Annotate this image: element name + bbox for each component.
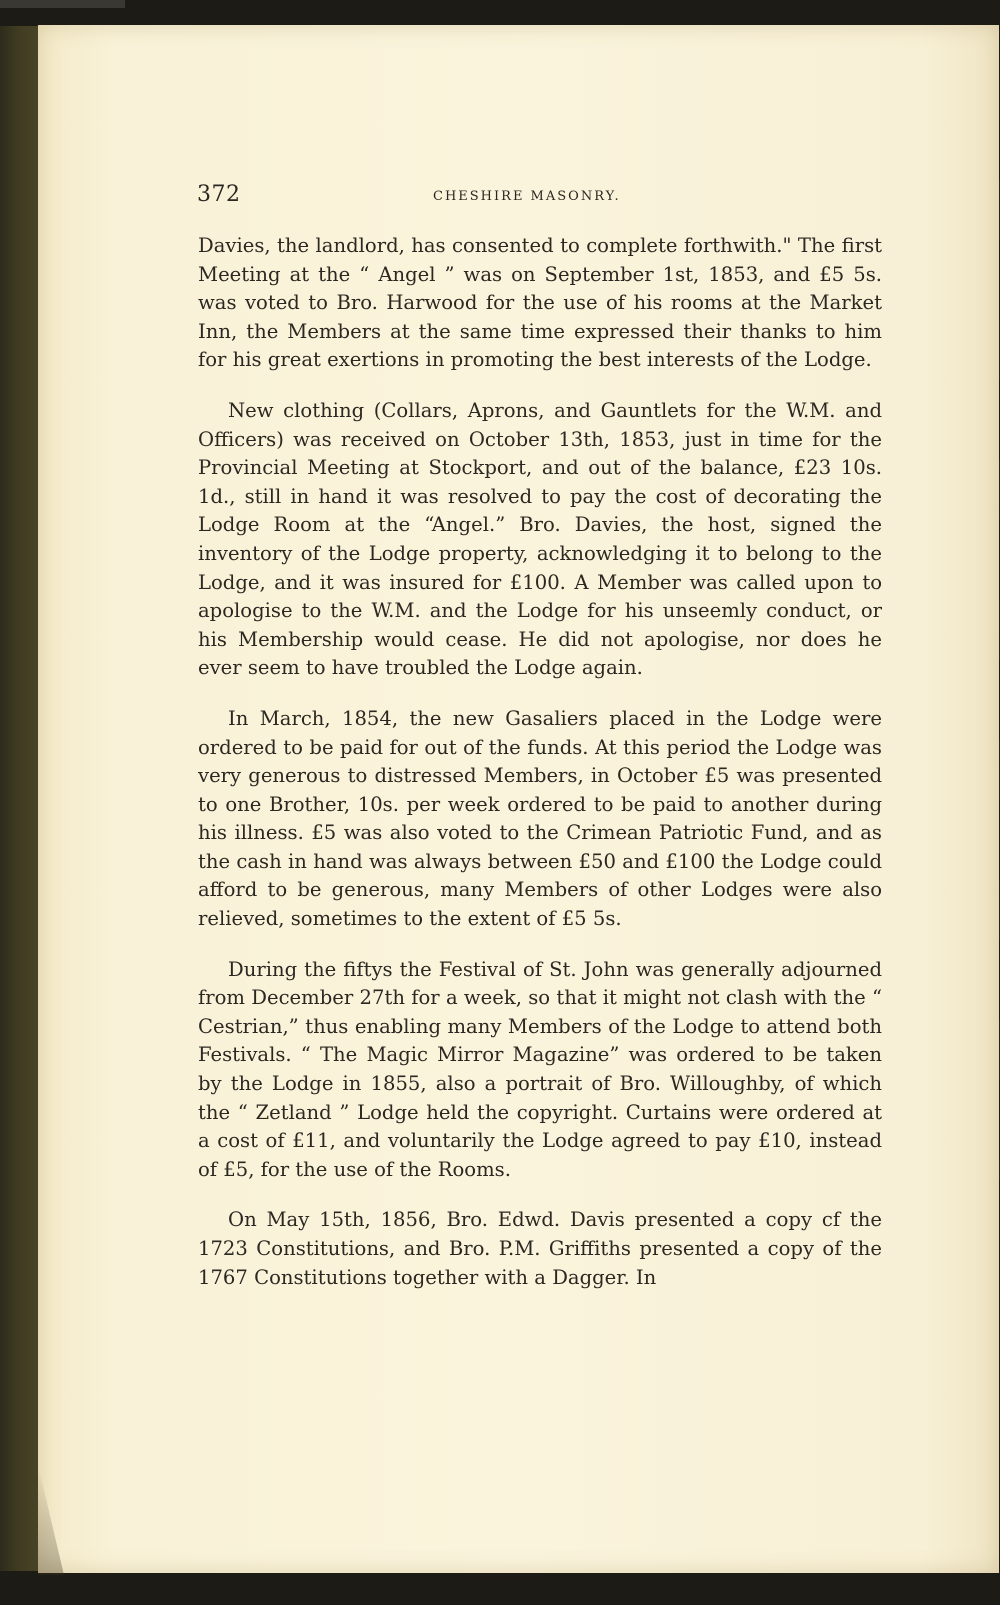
scan-edge-strip — [0, 0, 125, 8]
book-spine-shadow — [0, 26, 42, 1571]
running-head: CHESHIRE MASONRY. — [433, 189, 621, 204]
paragraph: In March, 1854, the new Gasaliers placed in the Lodge were ordered to be paid for out of the funds. At this period the Lodge was very generous to distressed Members, in October £5 was presented to one Brother, 10s. per week ordered to be paid to another during his illness. £5 was also voted to the Crimean Patriotic Fund, and as the cash in hand was always between £50 and £100 the Lodge could afford to be generous, many Members of other Lodges were also relieved, sometimes to the extent of £5 5s. — [198, 706, 882, 931]
paragraph: On May 15th, 1856, Bro. Edwd. Davis presented a copy cf the 1723 Constitutions, and Bro. P.M. Griffiths presented a copy of the 1767 Constitutions together with a Dagger. In — [198, 1208, 882, 1289]
paragraph: Davies, the landlord, has consented to complete forthwith." The first Meeting at the “ Angel ” was on September 1st, 1853, and £5 5s. was voted to Bro. Harwood for the use of his rooms at the Market Inn, the Members at the same time expressed their thanks to him for his great exertions in promoting the best interests of the Lodge. — [198, 234, 882, 372]
paragraph: New clothing (Collars, Aprons, and Gauntlets for the W.M. and Officers) was received on October 13th, 1853, just in time for the Provincial Meeting at Stockport, and out of the balance, £23 10s. 1d., still in hand it was resolved to pay the cost of decorating the Lodge Room at the “Angel.” Bro. Davies, the host, signed the inventory of the Lodge property, acknowledging it to belong to the Lodge, and it was insured for £100. A Member was called upon to apologise to the W.M. and the Lodge for his unseemly conduct, or his Membership would cease. He did not apologise, nor does he ever seem to have troubled the Lodge again. — [198, 398, 882, 680]
page-number: 372 — [197, 182, 241, 207]
page-header — [197, 182, 887, 216]
paragraph: During the fiftys the Festival of St. John was generally adjourned from December 27th for a week, so that it might not clash with the “ Cestrian,” thus enabling many Members of the Lodge to attend both Festivals. “ The Magic Mirror Magazine” was ordered to be taken by the Lodge in 1855, also a portrait of Bro. Willoughby, of which the “ Zetland ” Lodge held the copyright. Curtains were ordered at a cost of £11, and voluntarily the Lodge agreed to pay £10, instead of £5, for the use of the Rooms. — [198, 957, 882, 1181]
body-text — [198, 232, 882, 1314]
